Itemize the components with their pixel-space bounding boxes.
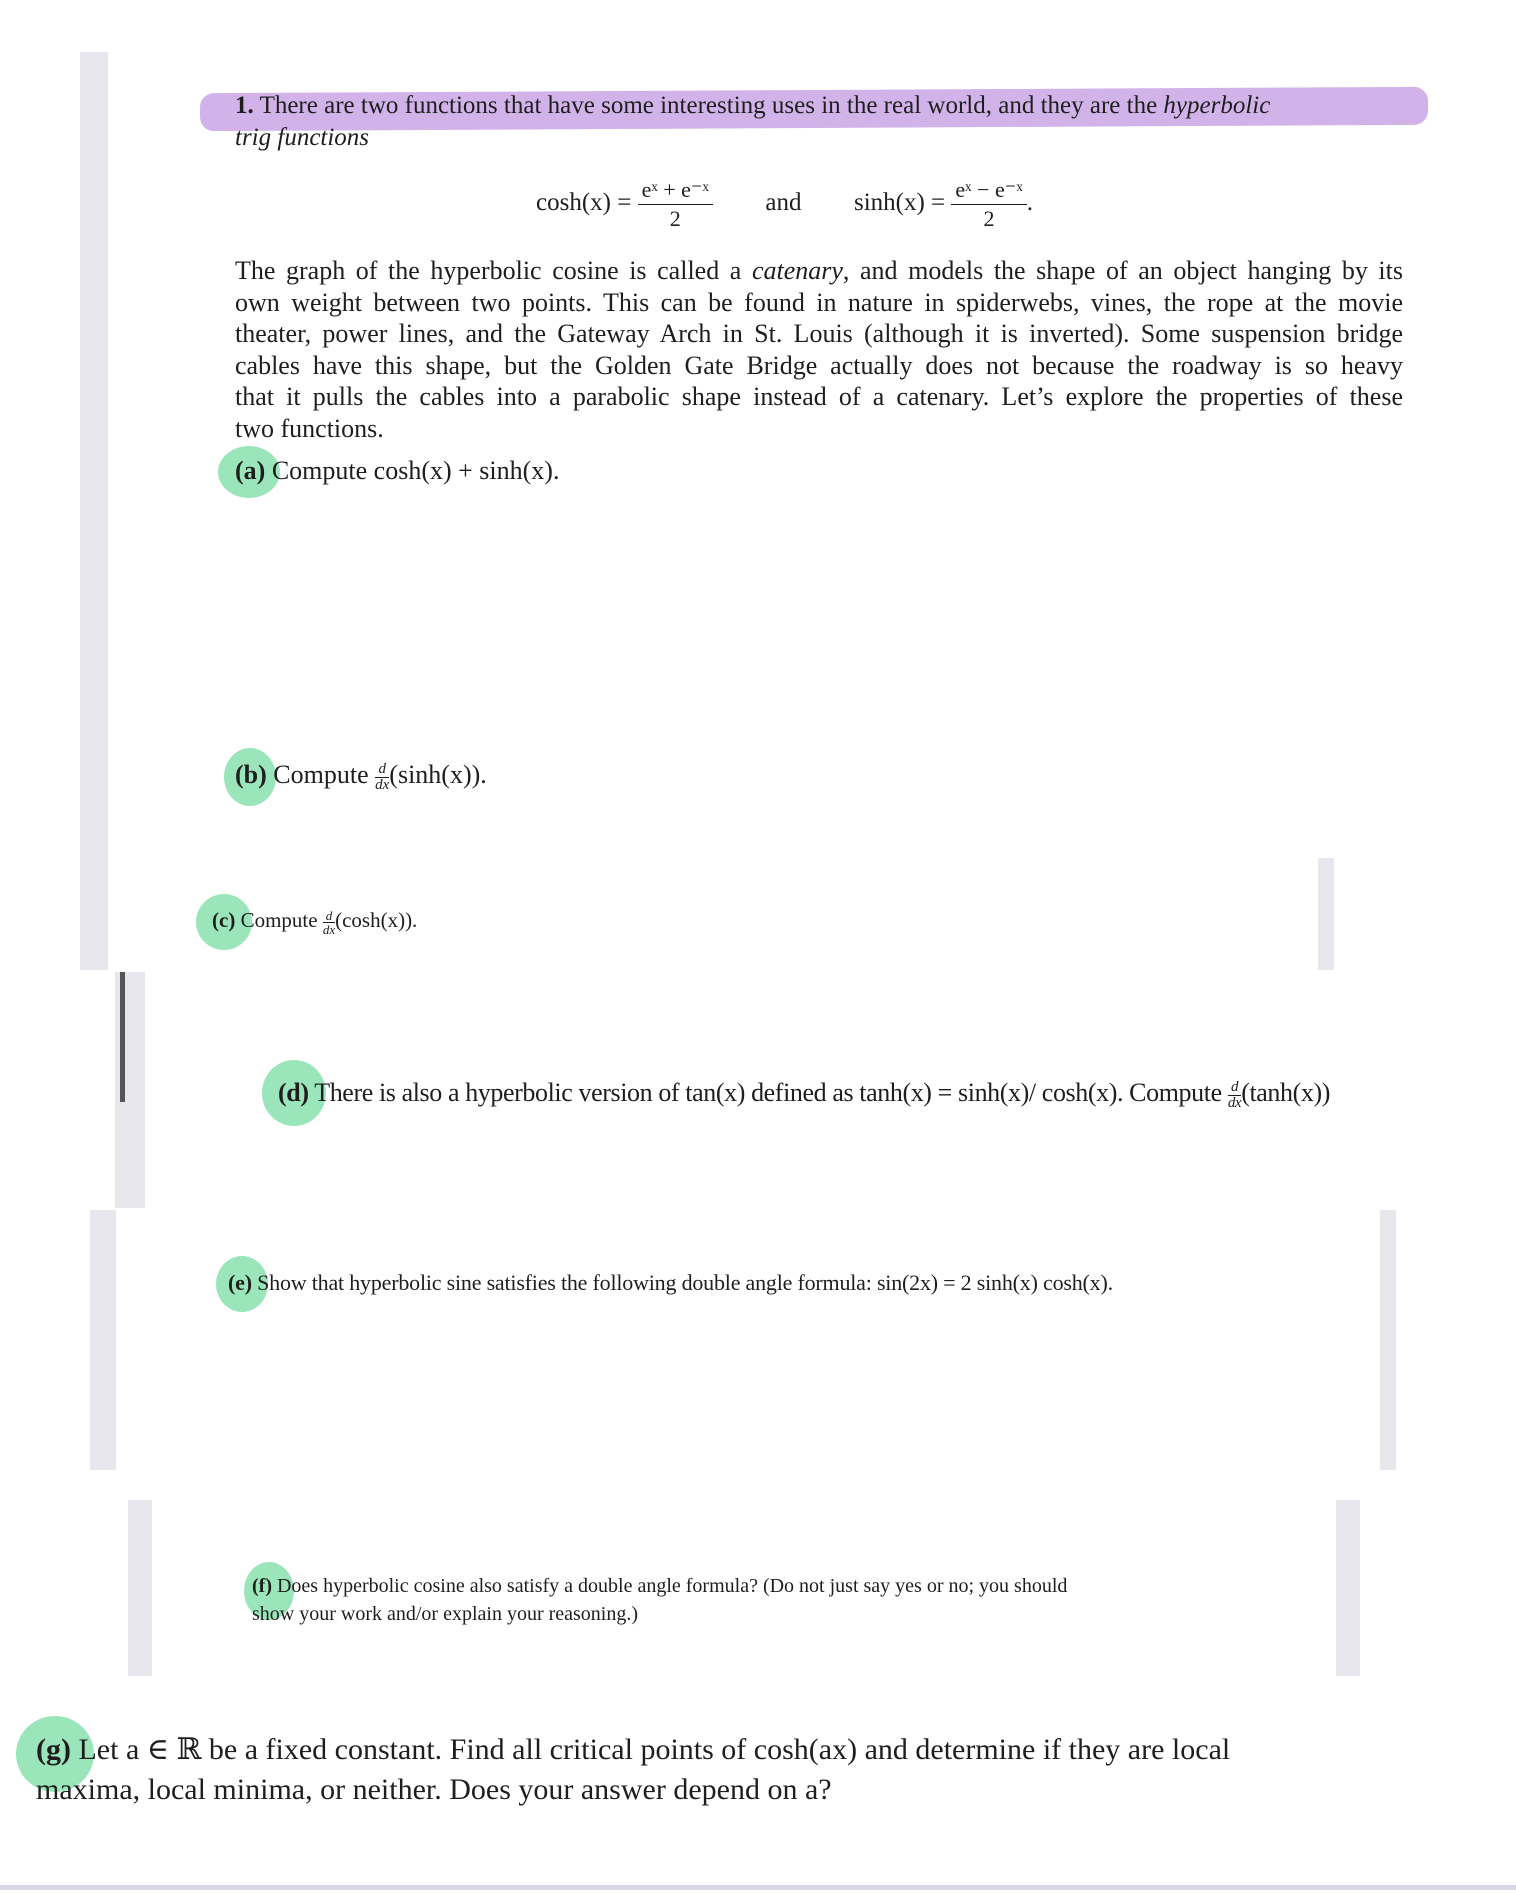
part-g: [36, 1730, 1230, 1810]
paragraph-line: that it pulls the cables into a parabolic shape instead of a catenary. Let’s explore the properties of these: [235, 382, 1403, 411]
scan-bar-left-3: [90, 1210, 116, 1470]
part-f: [252, 1572, 1067, 1628]
part-e-text: Show that hyperbolic sine satisfies the following double angle formula: sin(2x) = 2 sinh(x) cosh(x).: [257, 1270, 1113, 1295]
catenary-paragraph: [235, 255, 1403, 444]
intro-line2: trig functions: [235, 124, 370, 151]
sinh-denominator: 2: [983, 206, 995, 231]
part-g-line1: (g) Let a ∈ ℝ be a fixed constant. Find all critical points of cosh(ax) and determine if they are local: [36, 1733, 1231, 1766]
hyperbolic-formula: [536, 176, 1033, 233]
part-d-post: (tanh(x)): [1241, 1078, 1330, 1107]
part-e: [228, 1270, 1113, 1296]
part-c: [212, 908, 417, 936]
scan-bar-left-1: [80, 52, 108, 970]
part-b-post: (sinh(x)).: [389, 760, 487, 789]
cosh-numerator: eˣ + e⁻ˣ: [638, 176, 713, 205]
part-e-label: (e): [228, 1270, 252, 1295]
part-b: [235, 760, 487, 793]
part-a: [235, 456, 559, 486]
part-a-label: (a): [235, 456, 266, 485]
paragraph-line: two functions.: [235, 413, 384, 443]
derivative-operator: $\frac{d}{dx}$: [322, 907, 336, 937]
cosh-denominator: 2: [669, 206, 681, 231]
cosh-lhs: cosh(x) =: [536, 189, 632, 217]
part-b-pre: Compute: [273, 760, 369, 789]
part-a-text: Compute cosh(x) + sinh(x).: [271, 456, 560, 485]
bottom-divider: [0, 1885, 1516, 1890]
sinh-numerator: eˣ − e⁻ˣ: [951, 176, 1026, 205]
formula-and: and: [765, 189, 802, 217]
scan-bar-right-1: [1318, 858, 1334, 970]
sinh-fraction: [951, 176, 1026, 233]
formula-end: .: [1026, 189, 1033, 217]
part-d-label: (d): [278, 1078, 309, 1107]
part-c-label: (c): [212, 908, 236, 932]
paragraph-line: theater, power lines, and the Gateway Arch in St. Louis (although it is inverted). Some suspension bridge: [235, 319, 1403, 348]
derivative-operator: $\frac{d}{dx}$: [375, 760, 390, 793]
part-f-line1: (f) Does hyperbolic cosine also satisfy a double angle formula? (Do not just say yes or no; you should: [252, 1575, 1068, 1597]
part-d: [278, 1078, 1330, 1111]
paragraph-line: own weight between two points. This can be found in nature in spiderwebs, vines, the rope at the movie: [235, 287, 1403, 317]
paragraph-line: The graph of the hyperbolic cosine is called a catenary, and models the shape of an object hanging by its: [235, 256, 1403, 285]
scan-bar-right-2: [1380, 1210, 1396, 1470]
paragraph-line: cables have this shape, but the Golden Gate Bridge actually does not because the roadway is so heavy: [235, 350, 1403, 380]
part-g-line2: maxima, local minima, or neither. Does your answer depend on a?: [36, 1773, 832, 1806]
part-b-label: (b): [235, 760, 267, 789]
problem-intro: [235, 92, 1270, 120]
scan-bar-right-3: [1336, 1500, 1360, 1676]
scan-bar-dark: [120, 972, 125, 1102]
cosh-fraction: [638, 176, 713, 233]
problem-number: 1.: [235, 92, 254, 119]
derivative-operator: $\frac{d}{dx}$: [1227, 1078, 1242, 1111]
intro-italic: hyperbolic: [1163, 92, 1271, 119]
part-f-line2: show your work and/or explain your reasoning.): [252, 1603, 639, 1625]
intro-text: There are two functions that have some interesting uses in the real world, and they are the: [259, 92, 1158, 119]
part-c-post: (cosh(x)).: [335, 908, 418, 932]
part-c-pre: Compute: [240, 908, 318, 932]
scan-bar-left-4: [128, 1500, 152, 1676]
part-d-pre: There is also a hyperbolic version of tan(x) defined as tanh(x) = sinh(x)/ cosh(x). Compute: [314, 1078, 1222, 1107]
sinh-lhs: sinh(x) =: [853, 189, 946, 217]
